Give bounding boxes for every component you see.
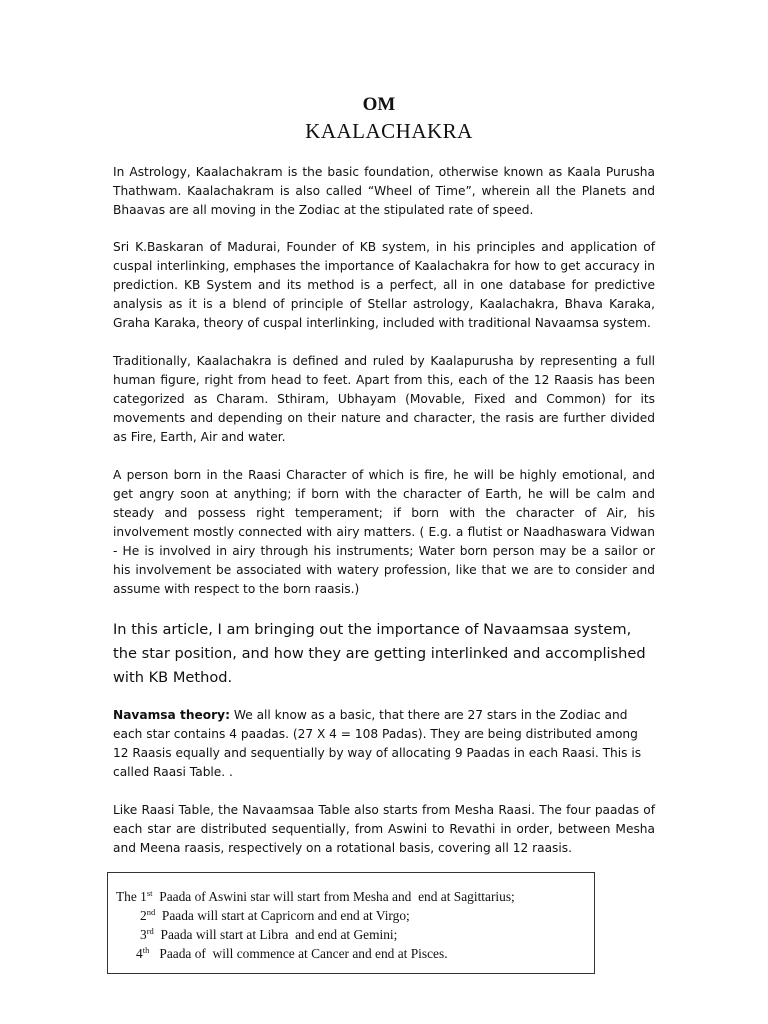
title-om: OM [362,94,396,115]
paada-line-1-ordinal: st [146,888,153,898]
paragraph-navamsa [113,706,655,782]
paada-line-3-text: Paada will start at Libra and end at Gemini; [153,927,398,942]
paada-line-4-ordinal: th [142,945,150,955]
navamsa-text: We all know as a basic, that there are 27 stars in the Zodiac and each star contains 4 paadas. (27 X 4 = 108 Padas). They are being distributed among 12 Raasis equally and sequentially by way of allocating 9 Paadas in each Raasi. This is called Raasi Table. . [113,708,642,779]
paragraph-kb-system: Sri K.Baskaran of Madurai, Founder of KB system, in his principles and application of cuspal interlinking, emphases the importance of Kaalachakra for how to get accuracy in prediction. KB System and its method is a perfect, all in one database for predictive analysis as it is a blend of principle of Stellar astrology, Kaalachakra, Bhava Karaka, Graha Karaka, theory of cuspal interlinking, included with traditional Navaamsa system. [113,240,655,330]
paada-line-4-prefix: 4 [136,946,143,961]
page-title: KAALACHAKRA [305,119,473,143]
paada-line-1 [116,887,594,906]
paada-line-1-prefix: The 1 [116,889,147,904]
paada-line-4 [116,944,594,963]
lead-statement: In this article, I am bringing out the importance of Navaamsaa system, the star position, and how they are getting interlinked and accomplished with KB Method. [113,621,646,686]
paada-line-3-ordinal: rd [146,926,154,936]
paragraph-tradition: Traditionally, Kaalachakra is defined and ruled by Kaalapurusha by representing a full human figure, right from head to feet. Apart from this, each of the 12 Raasis has been categorized as Charam. Sthiram, Ubhayam (Movable, Fixed and Common) for its movements and depending on their nature and character, the rasis are further divided as Fire, Earth, Air and water. [113,354,655,444]
paada-line-2-text: Paada will start at Capricorn and end at Virgo; [155,908,410,923]
paragraph-closing: Like Raasi Table, the Navaamsaa Table also starts from Mesha Raasi. The four paadas of each star are distributed sequentially, from Aswini to Revathi in order, between Mesha and Meena raasis, respectively on a rotational basis, covering all 12 raasis. [113,803,655,855]
paragraph-elements: A person born in the Raasi Character of which is fire, he will be highly emotional, and get angry soon at anything; if born with the character of Earth, he will be calm and steady and possess right temperament; if born with the character of Air, his involvement mostly connected with airy matters. ( E.g. a flutist or Naadhaswara Vidwan - He is involved in airy through his instruments; Water born person may be a sailor or his involvement be associated with watery profession, like that we are to consider and assume with respect to the born raasis.) [113,468,655,596]
paragraph-intro: In Astrology, Kaalachakram is the basic foundation, otherwise known as Kaala Purusha Thathwam. Kaalachakram is also called “Wheel of Time”, wherein all the Planets and Bhaavas are all moving in the Zodiac at the stipulated rate of speed. [113,165,655,217]
paada-line-3 [116,925,594,944]
paada-line-2 [116,906,594,925]
paada-table-box [107,872,595,974]
paada-line-1-text: Paada of Aswini star will start from Mesha and end at Sagittarius; [152,889,515,904]
paada-line-2-ordinal: nd [146,907,156,917]
paada-line-4-text: Paada of will commence at Cancer and end at Pisces. [149,946,448,961]
paada-line-2-prefix: 2 [140,908,147,923]
navamsa-heading: Navamsa theory: [113,708,230,722]
paada-line-3-prefix: 3 [140,927,147,942]
